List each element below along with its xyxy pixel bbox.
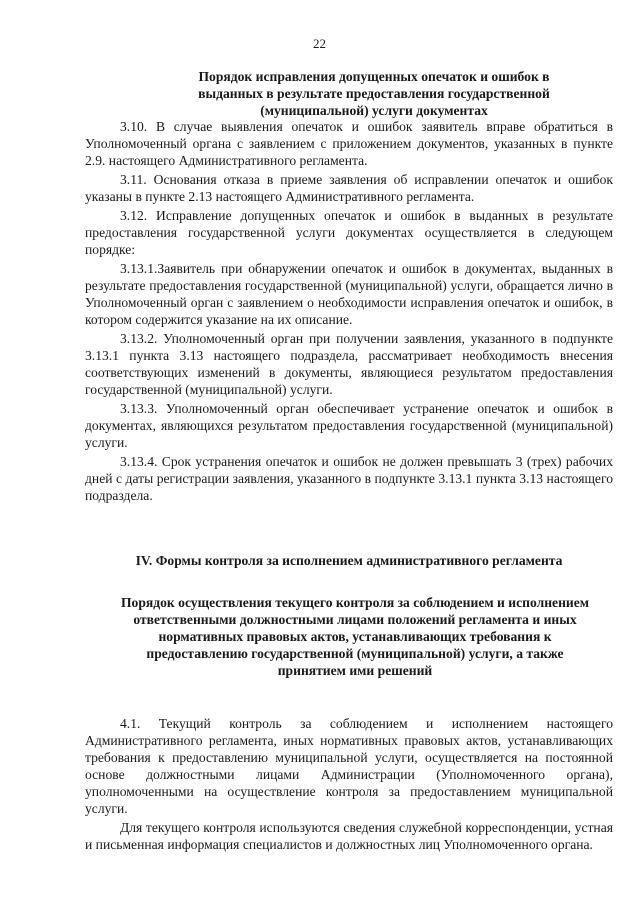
paragraph-4-1: 4.1. Текущий контроль за соблюдением и исполнением настоящего Административного регламента, иных нормативных правовых актов, устанавливающих требования к предоставлению муниципальной услуги, осуществляется на постоянной основе должностными лицами Администрации (Уполномоченного органа), уполномоченными на осуществление контроля за предоставлением муниципальной услуги. <box>85 716 613 816</box>
section-heading-corrections: Порядок исправления допущенных опечаток и ошибок в выданных в результате предоставления государственной (муниципальной) услуги документах <box>198 69 550 118</box>
section-heading-control: Порядок осуществления текущего контроля за соблюдением и исполнением ответственными должностными лицами положений регламента и иных нормативных правовых актов, устанавливающих требования к предоставлению государственной (муниципальной) услуги, а также принятием ими решений <box>120 595 590 678</box>
corrections-body <box>85 118 613 506</box>
paragraph-3-13-1: 3.13.1.Заявитель при обнаружении опечаток и ошибок в документах, выданных в результате предоставления государственной (муниципальной) услуги, обращается лично в Уполномоченный орган с заявлением о необходимости исправления опечаток и ошибок, в котором содержится указание на их описание. <box>85 261 613 327</box>
paragraph-3-13-4: 3.13.4. Срок устранения опечаток и ошибок не должен превышать 3 (трех) рабочих дней с даты регистрации заявления, указанного в подпункте 3.13.1 пункта 3.13 настоящего подраздела. <box>85 454 613 503</box>
paragraph-current-control: Для текущего контроля используются сведения служебной корреспонденции, устная и письменная информация специалистов и должностных лиц Уполномоченного органа. <box>85 820 613 852</box>
paragraph-3-12: 3.12. Исправление допущенных опечаток и ошибок в выданных в результате предоставления государственной услуги документах осуществляется в следующем порядке: <box>85 208 613 257</box>
paragraph-3-13-3: 3.13.3. Уполномоченный орган обеспечивает устранение опечаток и ошибок в документах, являющихся результатом предоставления государственной (муниципальной) услуги. <box>85 401 613 450</box>
control-body <box>85 715 613 855</box>
paragraph-3-13-2: 3.13.2. Уполномоченный орган при получении заявления, указанного в подпункте 3.13.1 пункта 3.13 настоящего подраздела, рассматривает необходимость внесения соответствующих изменений в документы, являющиеся результатом предоставления государственной (муниципальной) услуги. <box>85 331 613 397</box>
paragraph-3-10: 3.10. В случае выявления опечаток и ошибок заявитель вправе обратиться в Уполномоченный органа с заявлением с приложением документов, указанных в пункте 2.9. настоящего Административного регламента. <box>85 119 613 168</box>
paragraph-3-11: 3.11. Основания отказа в приеме заявления об исправлении опечаток и ошибок указаны в пункте 2.13 настоящего Административного регламента. <box>85 172 613 204</box>
page-number: 22 <box>313 36 326 51</box>
chapter-heading: IV. Формы контроля за исполнением административного регламента <box>135 553 563 568</box>
